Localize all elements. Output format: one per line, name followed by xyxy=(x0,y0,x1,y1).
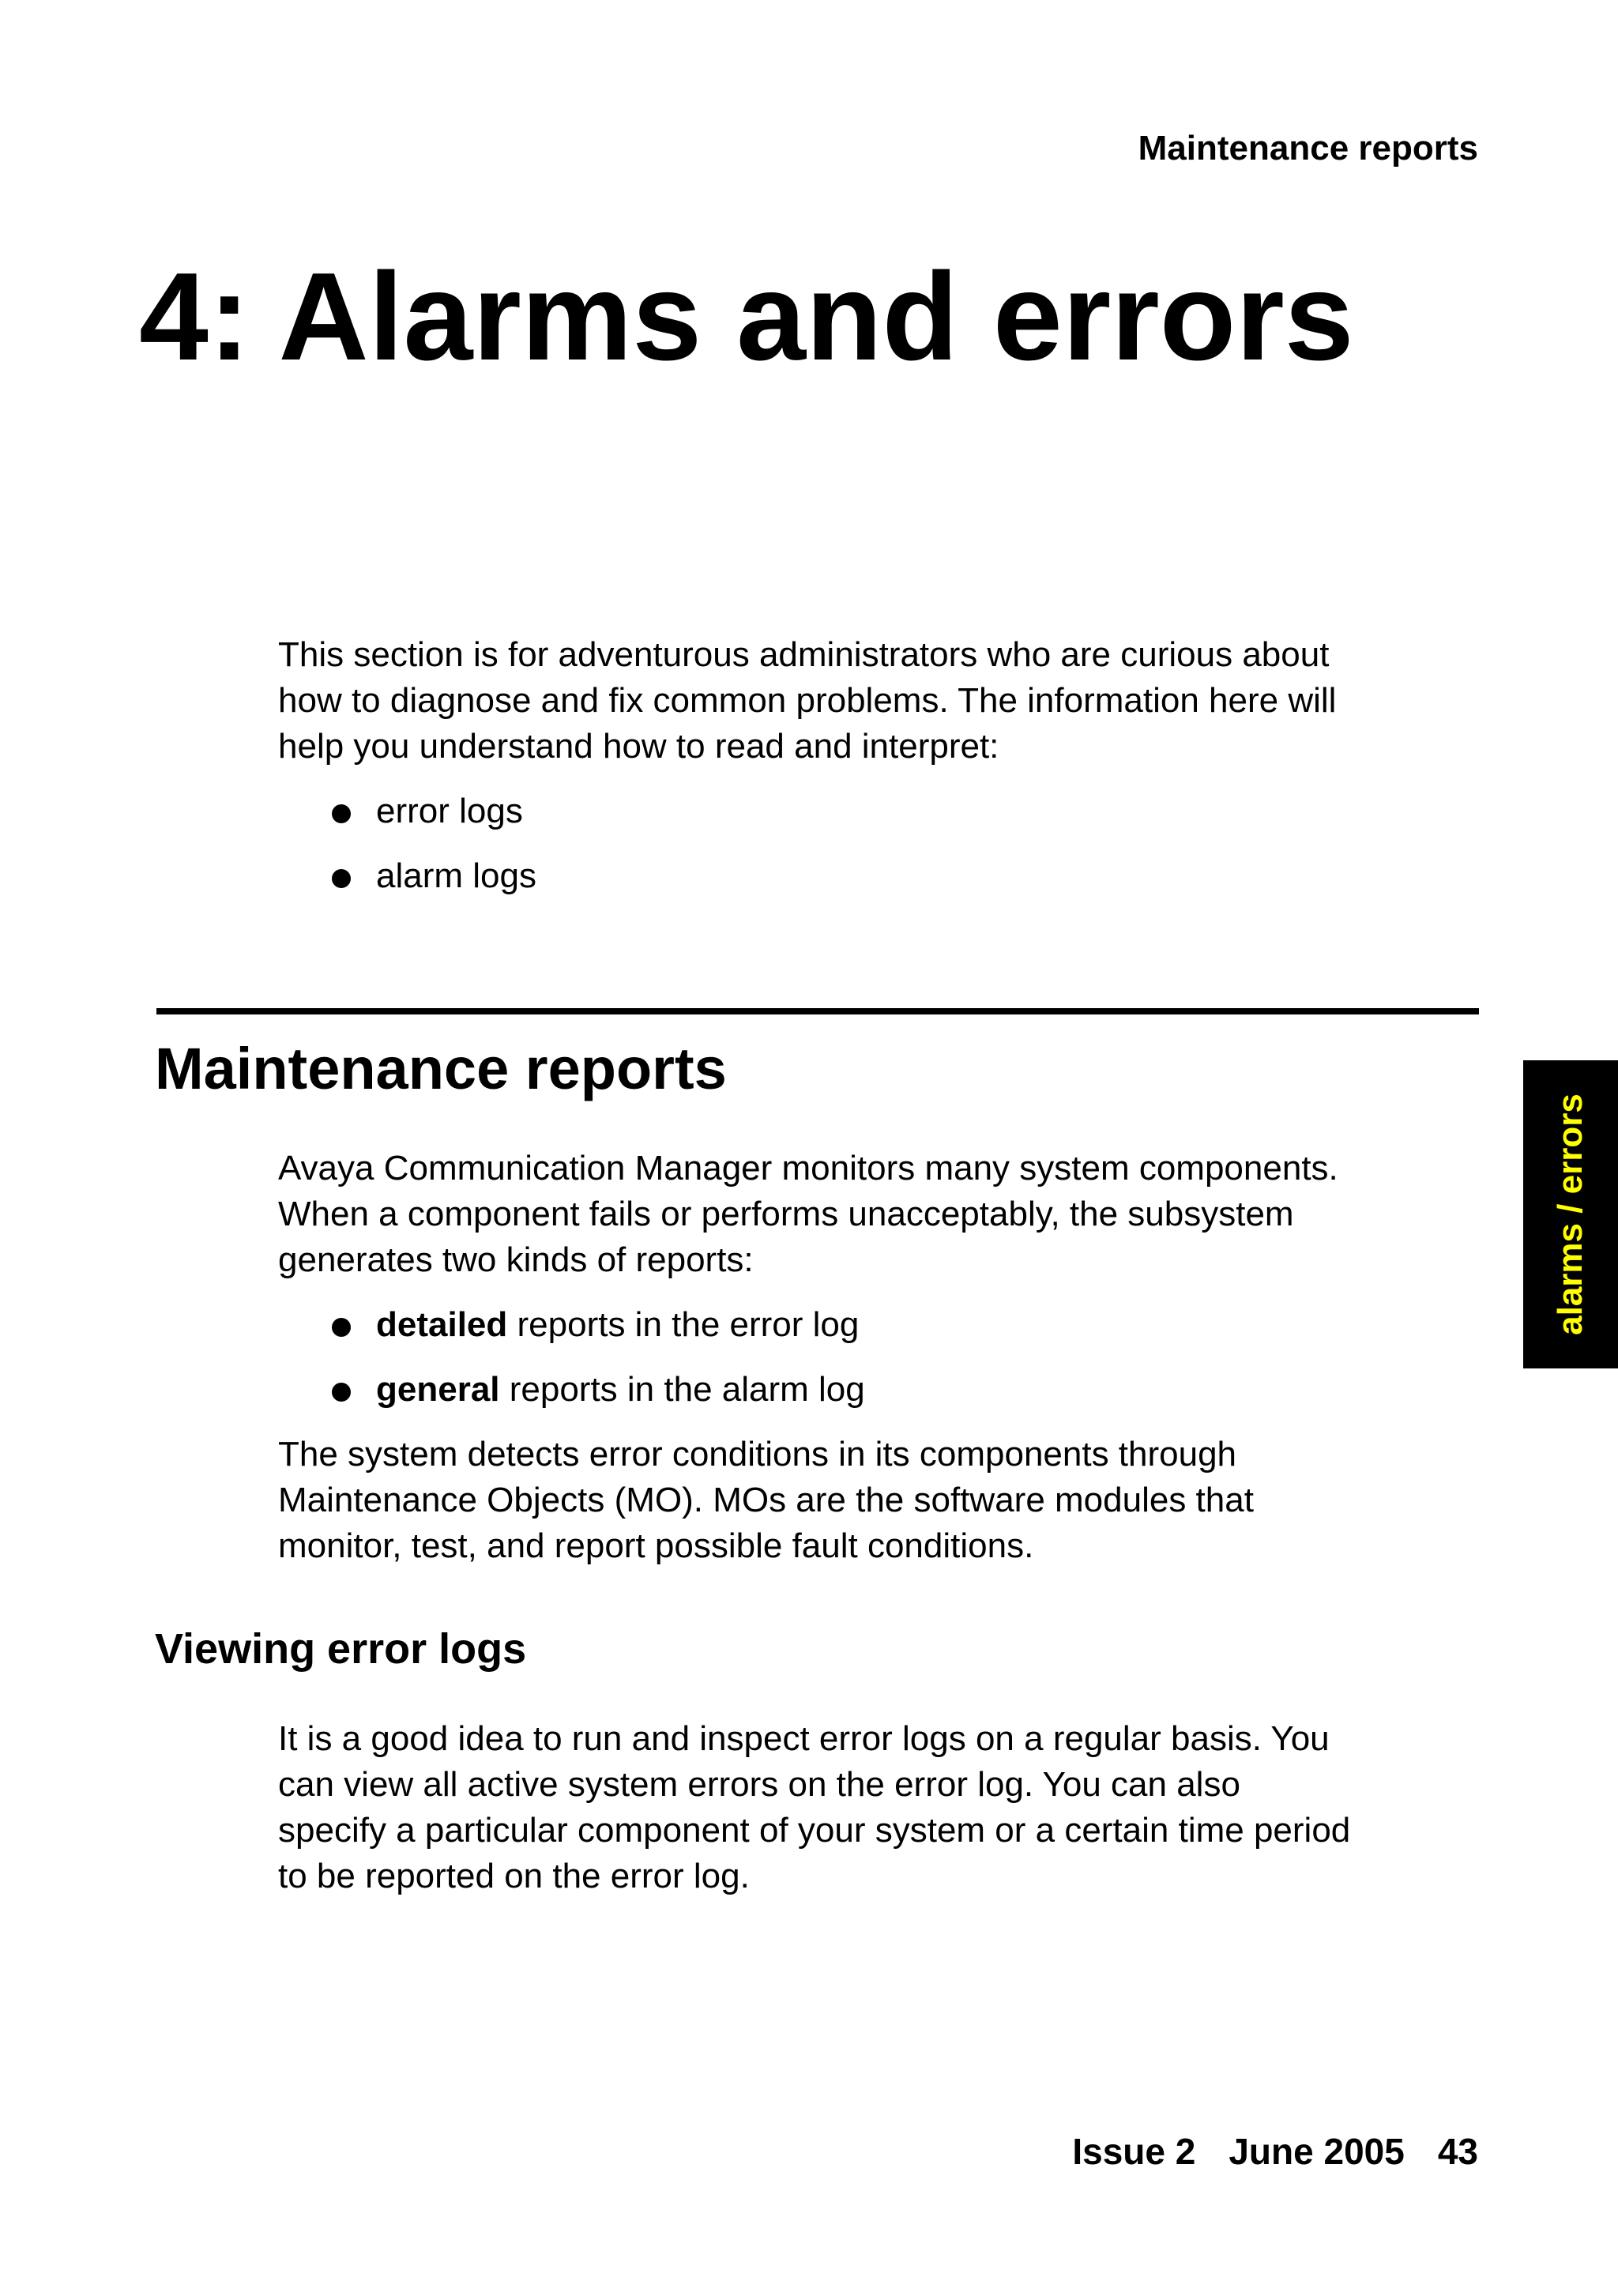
bullet-icon xyxy=(332,804,351,823)
list-item-bold: general xyxy=(376,1370,500,1409)
list-item-text: alarm logs xyxy=(376,856,536,895)
footer-issue: Issue 2 xyxy=(1072,2131,1196,2172)
bullet-icon xyxy=(332,1318,351,1337)
list-item xyxy=(278,1367,1495,1413)
side-tab-label: alarms / errors xyxy=(1551,1093,1590,1335)
list-item-bold: detailed xyxy=(376,1305,508,1344)
mo-line: Maintenance Objects (MO). MOs are the software modules that xyxy=(278,1481,1254,1519)
report-type-list xyxy=(278,1302,1495,1413)
maintenance-line: Avaya Communication Manager monitors many system components. xyxy=(278,1149,1338,1188)
maintenance-paragraph xyxy=(278,1146,1495,1283)
intro-bullet-list xyxy=(278,789,1495,899)
list-item xyxy=(278,1302,1495,1348)
intro-line: how to diagnose and fix common problems. The information here will xyxy=(278,681,1337,720)
list-item-text: reports in the alarm log xyxy=(499,1370,865,1409)
list-item-text: reports in the error log xyxy=(507,1305,860,1344)
viewing-line: It is a good idea to run and inspect error logs on a regular basis. You xyxy=(278,1719,1330,1758)
section-heading: Maintenance reports xyxy=(155,1036,727,1101)
bullet-icon xyxy=(332,1383,351,1402)
list-item-text: error logs xyxy=(376,792,523,830)
chapter-title-text: Alarms and errors xyxy=(278,247,1354,386)
maintenance-line: generates two kinds of reports: xyxy=(278,1240,754,1279)
page-number: 43 xyxy=(1437,2131,1478,2172)
chapter-number: 4: xyxy=(139,247,250,386)
viewing-line: specify a particular component of your system or a certain time period xyxy=(278,1811,1351,1850)
intro-line: help you understand how to read and interpret: xyxy=(278,727,999,766)
mo-line: The system detects error conditions in its components through xyxy=(278,1435,1237,1474)
mo-line: monitor, test, and report possible fault conditions. xyxy=(278,1526,1034,1565)
intro-paragraph xyxy=(278,632,1495,770)
section-divider xyxy=(156,1008,1479,1014)
chapter-title xyxy=(139,247,1354,386)
list-item xyxy=(278,789,1495,834)
viewing-line: can view all active system errors on the error log. You can also xyxy=(278,1765,1240,1804)
viewing-line: to be reported on the error log. xyxy=(278,1857,750,1895)
intro-section xyxy=(278,632,1495,899)
maintenance-line: When a component fails or performs unacceptably, the subsystem xyxy=(278,1195,1294,1233)
running-header: Maintenance reports xyxy=(1138,129,1478,167)
mo-paragraph xyxy=(278,1432,1495,1569)
intro-line: This section is for adventurous administrators who are curious about xyxy=(278,635,1330,674)
maintenance-section xyxy=(278,1146,1495,1569)
viewing-paragraph xyxy=(278,1716,1495,1899)
page-footer xyxy=(1072,2133,1478,2170)
viewing-section xyxy=(278,1716,1495,1899)
footer-date: June 2005 xyxy=(1229,2131,1405,2172)
bullet-icon xyxy=(332,869,351,888)
list-item xyxy=(278,853,1495,899)
subsection-heading: Viewing error logs xyxy=(155,1625,527,1673)
side-thumb-tab xyxy=(1523,1060,1618,1368)
